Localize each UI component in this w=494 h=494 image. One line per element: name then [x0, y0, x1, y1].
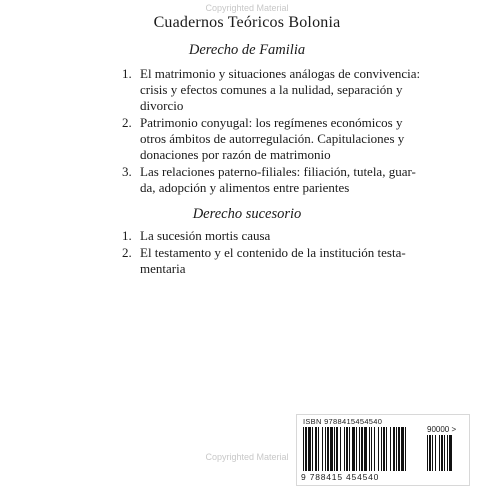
item-line: Las relaciones paterno-filiales: filiación, tutela, guar-: [140, 164, 416, 179]
barcode-bars: [303, 427, 463, 473]
item-line: donaciones por razón de matrimonio: [140, 147, 331, 162]
item-line: Patrimonio conyugal: los regímenes económicos y: [140, 115, 403, 130]
item-number: 1.: [122, 66, 132, 81]
succession-list: [122, 228, 406, 278]
section-title-succession: Derecho sucesorio: [192, 206, 302, 222]
item-number: 2.: [122, 245, 132, 260]
barcode-digits: 9 788415 454540: [301, 472, 380, 482]
item-line: divorcio: [140, 98, 184, 113]
item-line: crisis y efectos comunes a la nulidad, separación y: [140, 82, 403, 97]
list-item: [122, 66, 421, 114]
item-line: El matrimonio y situaciones análogas de convivencia:: [140, 66, 421, 81]
item-line: da, adopción y alimentos entre parientes: [140, 180, 350, 195]
list-item: [122, 245, 406, 277]
item-number: 3.: [122, 164, 132, 179]
isbn-label: ISBN 9788415454540: [303, 417, 383, 426]
item-line: La sucesión mortis causa: [140, 228, 271, 243]
list-item: [122, 164, 416, 196]
item-number: 1.: [122, 228, 132, 243]
list-item: [122, 228, 402, 244]
item-number: 2.: [122, 115, 132, 130]
series-title: Cuadernos Teóricos Bolonia: [153, 14, 341, 31]
item-line: El testamento y el contenido de la institución testa-: [140, 245, 406, 260]
section-title-family: Derecho de Familia: [188, 42, 306, 58]
family-list: [122, 66, 421, 197]
price-code: 90000 >: [427, 425, 457, 434]
isbn-barcode: [296, 414, 470, 486]
list-item: [122, 115, 405, 163]
item-line: mentaria: [140, 261, 186, 276]
item-line: otros ámbitos de autorregulación. Capitulaciones y: [140, 131, 405, 146]
watermark-top: Copyrighted Material: [205, 3, 289, 13]
watermark-bottom: Copyrighted Material: [205, 452, 289, 462]
